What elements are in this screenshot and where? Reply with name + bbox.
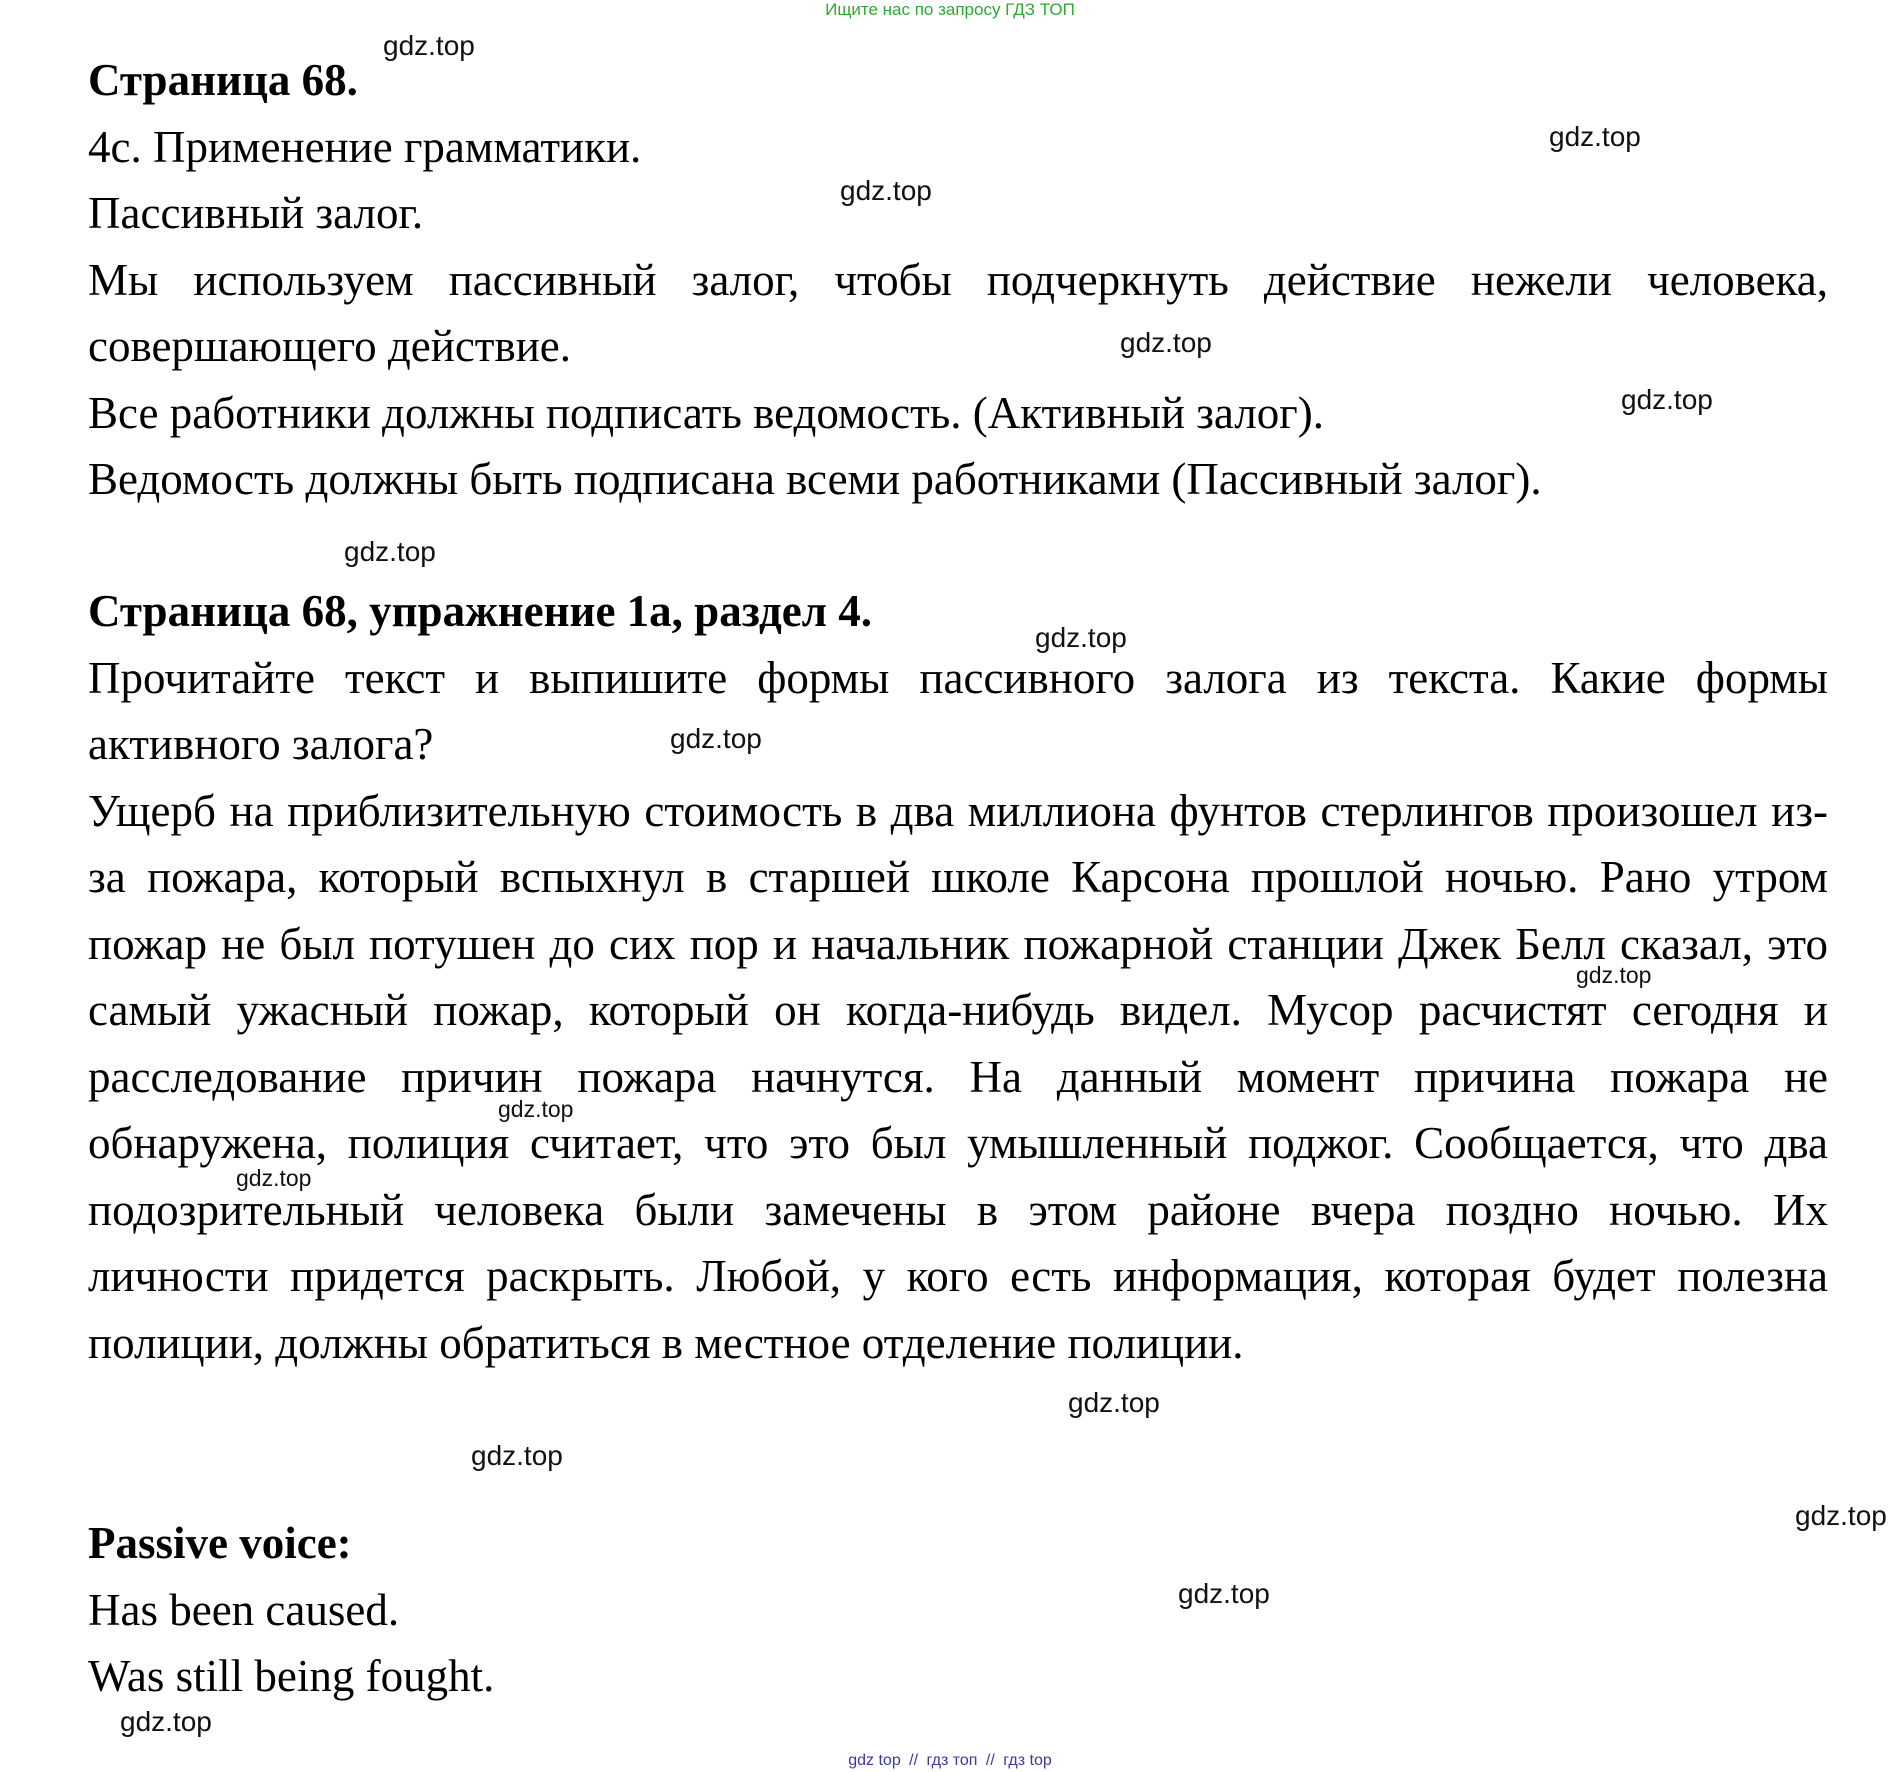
watermark: gdz.top: [1549, 121, 1641, 152]
watermark: gdz.top: [1621, 384, 1713, 415]
watermark: gdz.top: [1795, 1500, 1887, 1531]
example-passive: Ведомость должны быть подписана всеми работниками (Пассивный залог).: [88, 454, 1542, 504]
footer-part: gdz top: [848, 1752, 901, 1769]
watermark: gdz.top: [840, 175, 932, 206]
section-grammar: [88, 47, 1828, 513]
exercise-text: Ущерб на приблизительную стоимость в два миллиона фунтов стерлингов произошел из-за пожара, который вспыхнул в старшей школе Карсона прошлой ночью. Рано утром пожар не был потушен до сих пор и начальник пожарной станции Джек Белл сказал, это самый ужасный пожар, который он когда-нибудь видел. Мусор расчистят сегодня и расследование причин пожара начнутся. На данный момент причина пожара не обнаружена, полиция считает, что это был умышленный поджог. Сообщается, что два подозрительный человека были замечены в этом районе вчера поздно ночью. Их личности придется раскрыть. Любой, у кого есть информация, которая будет полезна полиции, должны обратиться в местное отделение полиции.: [88, 785, 1828, 1368]
subheading: 4c. Применение грамматики.: [88, 121, 642, 172]
watermark: gdz.top: [670, 723, 762, 754]
exercise-heading: Страница 68, упражнение 1a, раздел 4.: [88, 586, 872, 636]
watermark: gdz.top: [498, 1096, 574, 1122]
explanation-paragraph: Мы используем пассивный залог, чтобы подчеркнуть действие нежели человека, совершающего действие.: [88, 254, 1828, 371]
watermark: gdz.top: [236, 1165, 312, 1191]
answer-item: Was still being fought.: [88, 1651, 495, 1701]
watermark: gdz.top: [1576, 962, 1652, 988]
watermark: gdz.top: [383, 30, 475, 61]
watermark: gdz.top: [1035, 622, 1127, 653]
exercise-task: Прочитайте текст и выпишите формы пассивного залога из текста. Какие формы активного залога?: [88, 652, 1828, 769]
footer-part: гдз топ: [926, 1752, 978, 1769]
watermark: gdz.top: [1178, 1578, 1270, 1609]
page-heading: Страница 68.: [88, 55, 358, 105]
answer-heading: Passive voice:: [88, 1518, 352, 1568]
watermark: gdz.top: [120, 1706, 212, 1737]
footer-part: гдз top: [1003, 1752, 1052, 1769]
watermark: gdz.top: [471, 1440, 563, 1471]
section-answer: [88, 1510, 1828, 1710]
section-exercise: [88, 578, 1828, 1376]
watermark: gdz.top: [1120, 327, 1212, 358]
watermark: gdz.top: [1068, 1387, 1160, 1418]
topic-title: Пассивный залог.: [88, 188, 424, 238]
watermark: gdz.top: [344, 536, 436, 567]
footer-separator: //: [985, 1752, 995, 1769]
answer-item: Has been caused.: [88, 1584, 400, 1635]
example-active: Все работники должны подписать ведомость. (Активный залог).: [88, 387, 1324, 438]
top-banner: Ищите нас по запросу ГДЗ ТОП: [825, 0, 1075, 19]
footer: [0, 1752, 1900, 1770]
footer-separator: //: [909, 1752, 919, 1769]
